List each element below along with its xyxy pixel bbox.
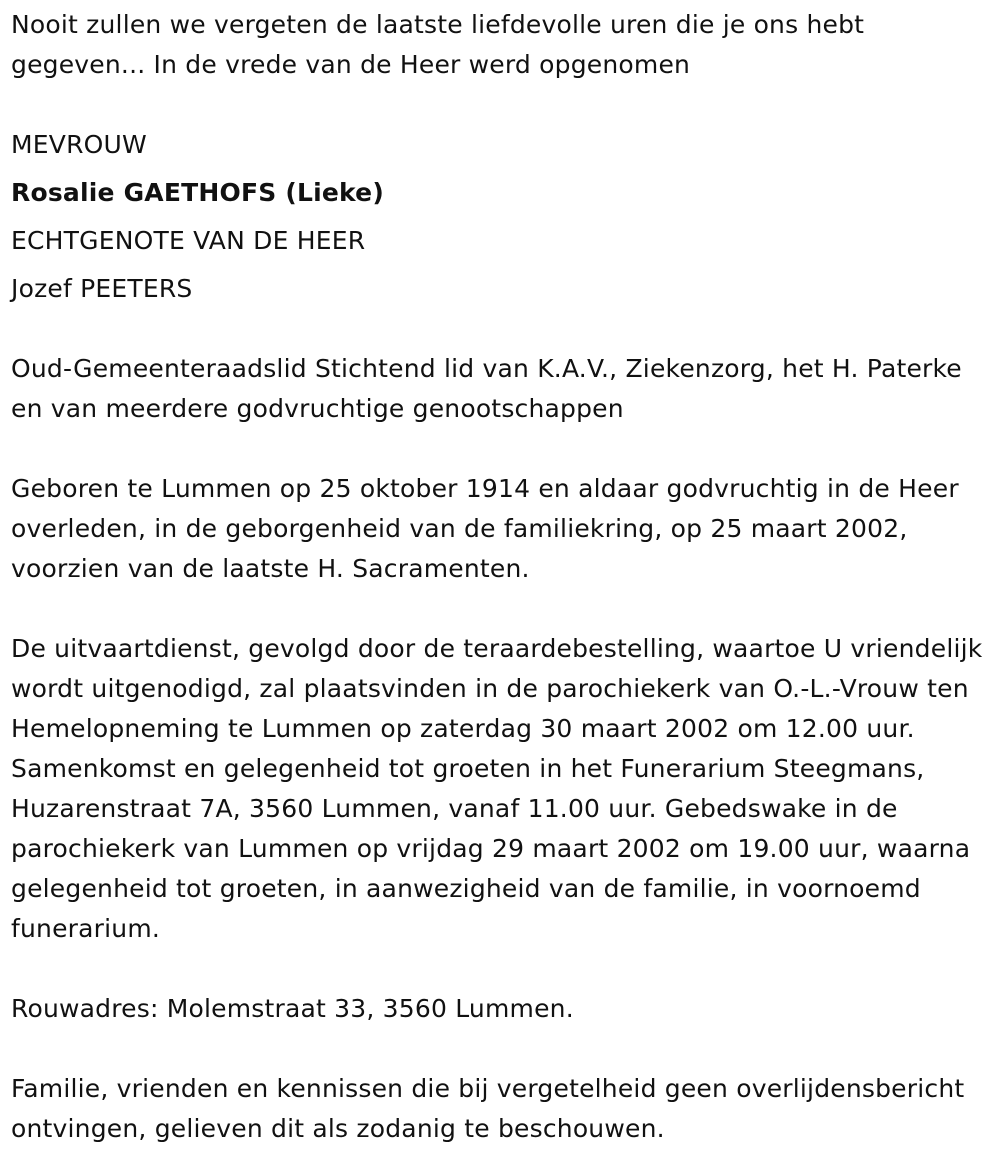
address-text: Rouwadres: Molemstraat 33, 3560 Lummen.: [11, 994, 574, 1023]
spacer: [11, 949, 996, 989]
spacer: [11, 309, 996, 349]
spacer: [11, 85, 996, 125]
spouse-name: Jozef PEETERS: [11, 274, 193, 303]
spacer: [11, 429, 996, 469]
spacer: [11, 589, 996, 629]
deceased-name: Rosalie GAETHOFS (Lieke): [11, 178, 384, 207]
funeral-text: De uitvaartdienst, gevolgd door de teraardebestelling, waartoe U vriendelijk wordt uitgenodigd, zal plaatsvinden in de parochiekerk van O.-L.-Vrouw ten Hemelopneming te Lummen op zaterdag 30 maart 2002 om 12.00 uur. Samenkomst en gelegenheid tot groeten in het Funerarium Steegmans, Huzarenstraat 7A, 3560 Lummen, vanaf 11.00 uur. Gebedswake in de parochiekerk van Lummen op vrijdag 29 maart 2002 om 19.00 uur, waarna gelegenheid tot groeten, in aanwezigheid van de familie, in voornoemd funerarium.: [11, 634, 983, 943]
birth-death-text: Geboren te Lummen op 25 oktober 1914 en aldaar godvruchtig in de Heer overleden, in de geborgenheid van de familiekring, op 25 maart 2002, voorzien van de laatste H. Sacramenten.: [11, 474, 959, 583]
intro-text: Nooit zullen we vergeten de laatste liefdevolle uren die je ons hebt gegeven... In de vrede van de Heer werd opgenomen: [11, 10, 865, 79]
roles-text: Oud-Gemeenteraadslid Stichtend lid van K.A.V., Ziekenzorg, het H. Paterke en van meerdere godvruchtige genootschappen: [11, 354, 962, 423]
closing-text: Familie, vrienden en kennissen die bij vergetelheid geen overlijdensbericht ontvingen, gelieven dit als zodanig te beschouwen.: [11, 1074, 965, 1143]
spacer: [11, 1029, 996, 1069]
spouse-relation: ECHTGENOTE VAN DE HEER: [11, 226, 366, 255]
obituary-notice: [11, 5, 996, 1149]
salutation: MEVROUW: [11, 130, 147, 159]
